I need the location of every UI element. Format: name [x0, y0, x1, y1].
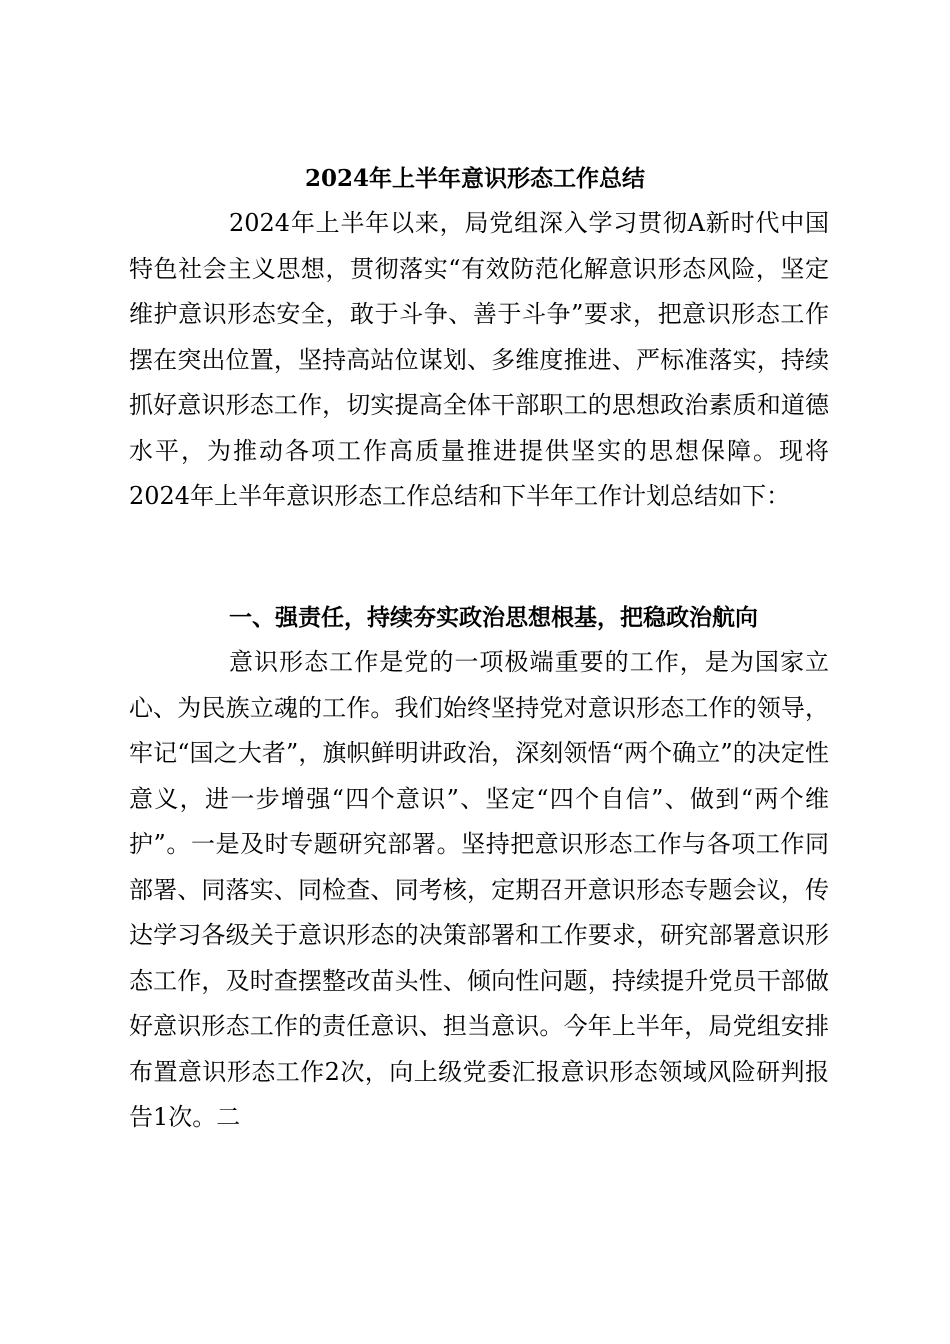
section-1-paragraph: 意识形态工作是党的一项极端重要的工作，是为国家立心、为民族立魂的工作。我们始终坚持党对意识形态工作的领导，牢记“国之大者”，旗帜鲜明讲政治，深刻领悟“两个确立”的决定性意义，进一步增强“四个意识”、坚定“四个自信”、做到“两个维护”。一是及时专题研究部署。坚持把意识形态工作与各项工作同部署、同落实、同检查、同考核，定期召开意识形态专题会议，传达学习各级关于意识形态的决策部署和工作要求，研究部署意识形态工作，及时查摆整改苗头性、倾向性问题，持续提升党员干部做好意识形态工作的责任意识、担当意识。今年上半年，局党组安排布置意识形态工作2次，向上级党委汇报意识形态领域风险研判报告1次。二: [129, 648, 829, 1131]
intro-paragraph: 2024年上半年以来，局党组深入学习贯彻A新时代中国特色社会主义思想，贯彻落实“有效防范化解意识形态风险，坚定维护意识形态安全，敢于斗争、善于斗争”要求，把意识形态工作摆在突出位置，坚持高站位谋划、多维度推进、严标准落实，持续抓好意识形态工作，切实提高全体干部职工的思想政治素质和道德水平，为推动各项工作高质量推进提供坚实的思想保障。现将2024年上半年意识形态工作总结和下半年工作计划总结如下：: [129, 209, 829, 510]
section-heading-1: 一、强责任，持续夯实政治思想根基，把稳政治航向: [229, 605, 758, 631]
document-title: 2024年上半年意识形态工作总结: [304, 165, 645, 192]
